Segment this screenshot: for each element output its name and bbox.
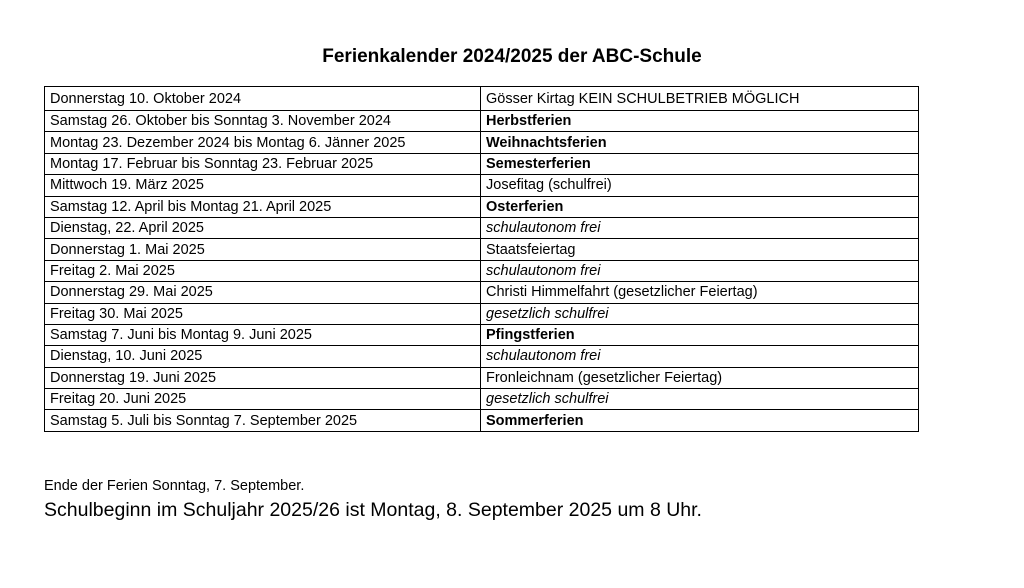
calendar-event-cell: gesetzlich schulfrei xyxy=(481,389,919,410)
calendar-date-cell: Freitag 30. Mai 2025 xyxy=(45,303,481,324)
calendar-event-cell: Pfingstferien xyxy=(481,324,919,345)
calendar-date-cell: Dienstag, 10. Juni 2025 xyxy=(45,346,481,367)
document-title: Ferienkalender 2024/2025 der ABC-Schule xyxy=(322,46,702,67)
calendar-date-cell: Freitag 2. Mai 2025 xyxy=(45,260,481,281)
holiday-calendar-body xyxy=(45,87,919,432)
calendar-row xyxy=(45,239,919,260)
calendar-event-cell: Christi Himmelfahrt (gesetzlicher Feiertag) xyxy=(481,282,919,303)
calendar-row xyxy=(45,410,919,431)
school-start-note: Schulbeginn im Schuljahr 2025/26 ist Montag, 8. September 2025 um 8 Uhr. xyxy=(44,499,702,521)
calendar-date-cell: Montag 17. Februar bis Sonntag 23. Februar 2025 xyxy=(45,153,481,174)
calendar-event-cell: Staatsfeiertag xyxy=(481,239,919,260)
calendar-row xyxy=(45,196,919,217)
calendar-date-cell: Donnerstag 10. Oktober 2024 xyxy=(45,87,481,111)
calendar-date-cell: Donnerstag 19. Juni 2025 xyxy=(45,367,481,388)
calendar-event-cell: Semesterferien xyxy=(481,153,919,174)
calendar-event-cell: Fronleichnam (gesetzlicher Feiertag) xyxy=(481,367,919,388)
calendar-date-cell: Montag 23. Dezember 2024 bis Montag 6. Jänner 2025 xyxy=(45,132,481,153)
calendar-row xyxy=(45,153,919,174)
calendar-event-cell: Herbstferien xyxy=(481,111,919,132)
calendar-row xyxy=(45,260,919,281)
calendar-event-cell: Weihnachtsferien xyxy=(481,132,919,153)
calendar-row xyxy=(45,303,919,324)
calendar-row xyxy=(45,132,919,153)
calendar-event-cell: Sommerferien xyxy=(481,410,919,431)
calendar-date-cell: Mittwoch 19. März 2025 xyxy=(45,175,481,196)
calendar-event-cell: schulautonom frei xyxy=(481,260,919,281)
calendar-event-cell: gesetzlich schulfrei xyxy=(481,303,919,324)
calendar-row xyxy=(45,389,919,410)
calendar-date-cell: Freitag 20. Juni 2025 xyxy=(45,389,481,410)
calendar-row xyxy=(45,367,919,388)
calendar-event-cell: Josefitag (schulfrei) xyxy=(481,175,919,196)
calendar-date-cell: Samstag 5. Juli bis Sonntag 7. September 2025 xyxy=(45,410,481,431)
holiday-calendar-table xyxy=(44,86,919,432)
calendar-event-cell: Osterferien xyxy=(481,196,919,217)
calendar-event-cell: schulautonom frei xyxy=(481,346,919,367)
calendar-event-cell: schulautonom frei xyxy=(481,217,919,238)
calendar-row xyxy=(45,87,919,111)
calendar-event-cell: Gösser Kirtag KEIN SCHULBETRIEB MÖGLICH xyxy=(481,87,919,111)
calendar-date-cell: Samstag 26. Oktober bis Sonntag 3. November 2024 xyxy=(45,111,481,132)
calendar-row xyxy=(45,346,919,367)
holidays-end-note: Ende der Ferien Sonntag, 7. September. xyxy=(44,478,305,494)
calendar-row xyxy=(45,324,919,345)
calendar-row xyxy=(45,111,919,132)
calendar-row xyxy=(45,217,919,238)
calendar-date-cell: Samstag 7. Juni bis Montag 9. Juni 2025 xyxy=(45,324,481,345)
calendar-row xyxy=(45,282,919,303)
calendar-date-cell: Dienstag, 22. April 2025 xyxy=(45,217,481,238)
calendar-row xyxy=(45,175,919,196)
calendar-date-cell: Samstag 12. April bis Montag 21. April 2025 xyxy=(45,196,481,217)
calendar-date-cell: Donnerstag 1. Mai 2025 xyxy=(45,239,481,260)
calendar-date-cell: Donnerstag 29. Mai 2025 xyxy=(45,282,481,303)
